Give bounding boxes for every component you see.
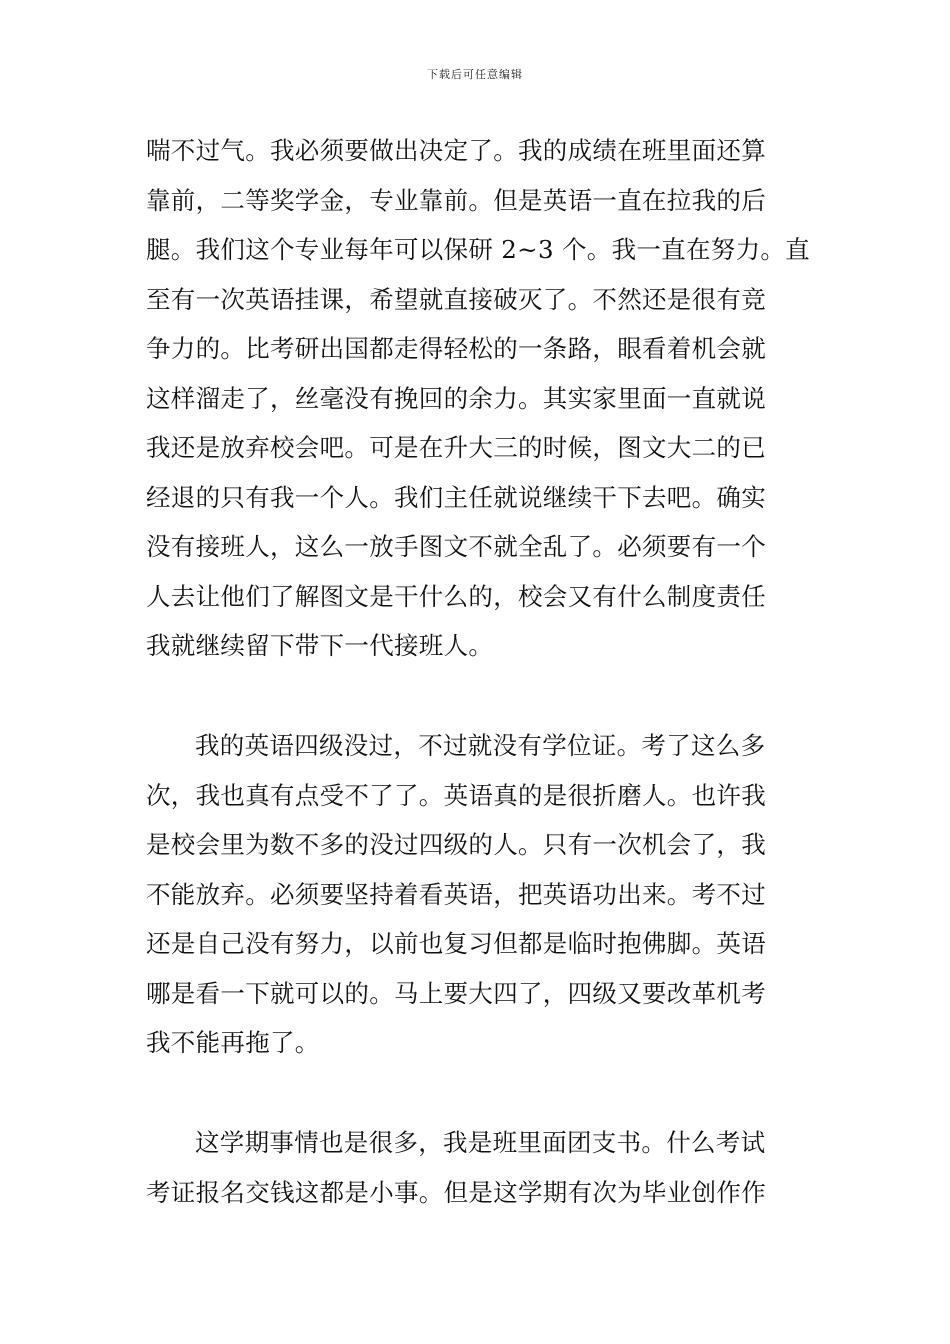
text-line: 靠前，二等奖学金，专业靠前。但是英语一直在拉我的后	[146, 185, 766, 215]
text-line: 这学期事情也是很多，我是班里面团支书。什么考试	[195, 1128, 766, 1157]
text-line: 至有一次英语挂课，希望就直接破灭了。不然还是很有竞	[146, 284, 766, 314]
text-line: 是校会里为数不多的没过四级的人。只有一次机会了，我	[146, 830, 766, 859]
page-header-note: 下载后可任意编辑	[427, 68, 523, 81]
text-line: 我还是放弃校会吧。可是在升大三的时候，图文大二的已	[146, 433, 766, 462]
paragraph-1	[146, 126, 808, 671]
paragraph-3	[146, 1118, 808, 1217]
text-line: 不能放弃。必须要坚持着看英语，把英语功出来。考不过	[146, 879, 766, 909]
text-line: 考证报名交钱这都是小事。但是这学期有次为毕业创作作	[146, 1177, 766, 1207]
text-line: 我就继续留下带下一代接班人。	[146, 631, 494, 660]
text-line: 我不能再拖了。	[146, 1028, 320, 1057]
text-line: 腿。我们这个专业每年可以保研 2~3 个。我一直在努力。直	[146, 235, 810, 264]
text-line: 次，我也真有点受不了了。英语真的是很折磨人。也许我	[146, 780, 766, 810]
paragraph-2	[146, 721, 808, 1068]
text-line: 还是自己没有努力，以前也复习但都是临时抱佛脚。英语	[146, 929, 766, 958]
text-line: 争力的。比考研出国都走得轻松的一条路，眼看着机会就	[146, 334, 766, 363]
text-line: 哪是看一下就可以的。马上要大四了，四级又要改革机考	[146, 978, 766, 1008]
text-line: 这样溜走了，丝毫没有挽回的余力。其实家里面一直就说	[146, 383, 766, 413]
text-line: 我的英语四级没过，不过就没有学位证。考了这么多	[195, 731, 766, 760]
text-line: 没有接班人，这么一放手图文不就全乱了。必须要有一个	[146, 532, 766, 561]
text-line: 经退的只有我一个人。我们主任就说继续干下去吧。确实	[146, 482, 766, 512]
text-line: 人去让他们了解图文是干什么的，校会又有什么制度责任	[146, 581, 766, 611]
text-line: 喘不过气。我必须要做出决定了。我的成绩在班里面还算	[146, 136, 766, 165]
